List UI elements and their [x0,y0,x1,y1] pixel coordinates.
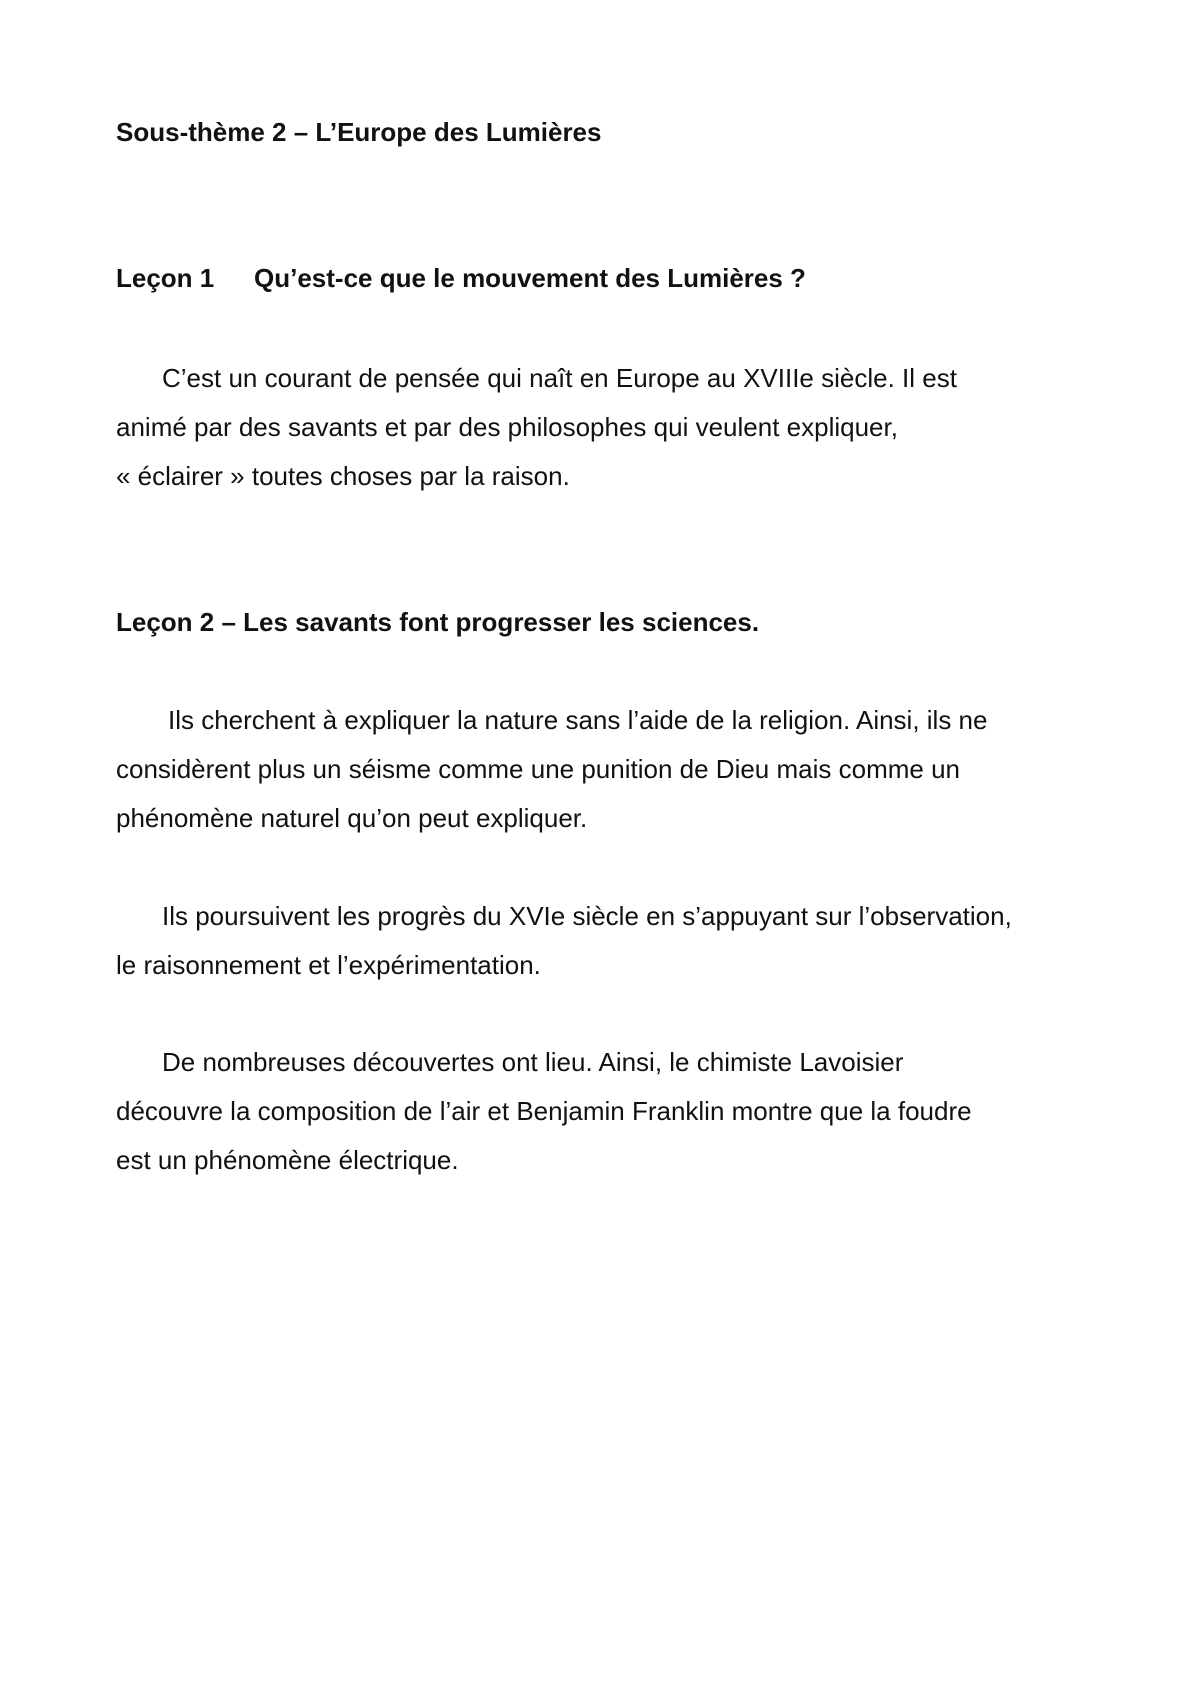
paragraph-line: « éclairer » toutes choses par la raison. [116,461,570,491]
paragraph-line: Ils poursuivent les progrès du XVIe siècle en s’appuyant sur l’observation, [162,901,1012,931]
paragraph-line: animé par des savants et par des philosophes qui veulent expliquer, [116,412,898,442]
lesson2-paragraph-3 [116,1038,1106,1185]
paragraph-line: est un phénomène électrique. [116,1145,459,1175]
paragraph-line: Ils cherchent à expliquer la nature sans l’aide de la religion. Ainsi, ils ne [168,705,988,735]
paragraph-line: considèrent plus un séisme comme une punition de Dieu mais comme un [116,754,960,784]
paragraph-line: De nombreuses découvertes ont lieu. Ainsi, le chimiste Lavoisier [162,1047,904,1077]
paragraph-line: phénomène naturel qu’on peut expliquer. [116,803,588,833]
paragraph-line: le raisonnement et l’expérimentation. [116,950,541,980]
lesson1-paragraph [116,354,1106,501]
theme-title: Sous-thème 2 – L’Europe des Lumières [116,117,602,147]
lesson2-paragraph-1 [116,696,1106,843]
lesson1-heading [116,263,806,293]
paragraph-line: C’est un courant de pensée qui naît en Europe au XVIIIe siècle. Il est [162,363,957,393]
lesson1-title: Qu’est-ce que le mouvement des Lumières ? [254,263,806,293]
lesson2-heading: Leçon 2 – Les savants font progresser les sciences. [116,607,760,637]
paragraph-line: découvre la composition de l’air et Benjamin Franklin montre que la foudre [116,1096,972,1126]
lesson2-paragraph-2 [116,892,1106,990]
lesson1-label: Leçon 1 [116,263,215,293]
